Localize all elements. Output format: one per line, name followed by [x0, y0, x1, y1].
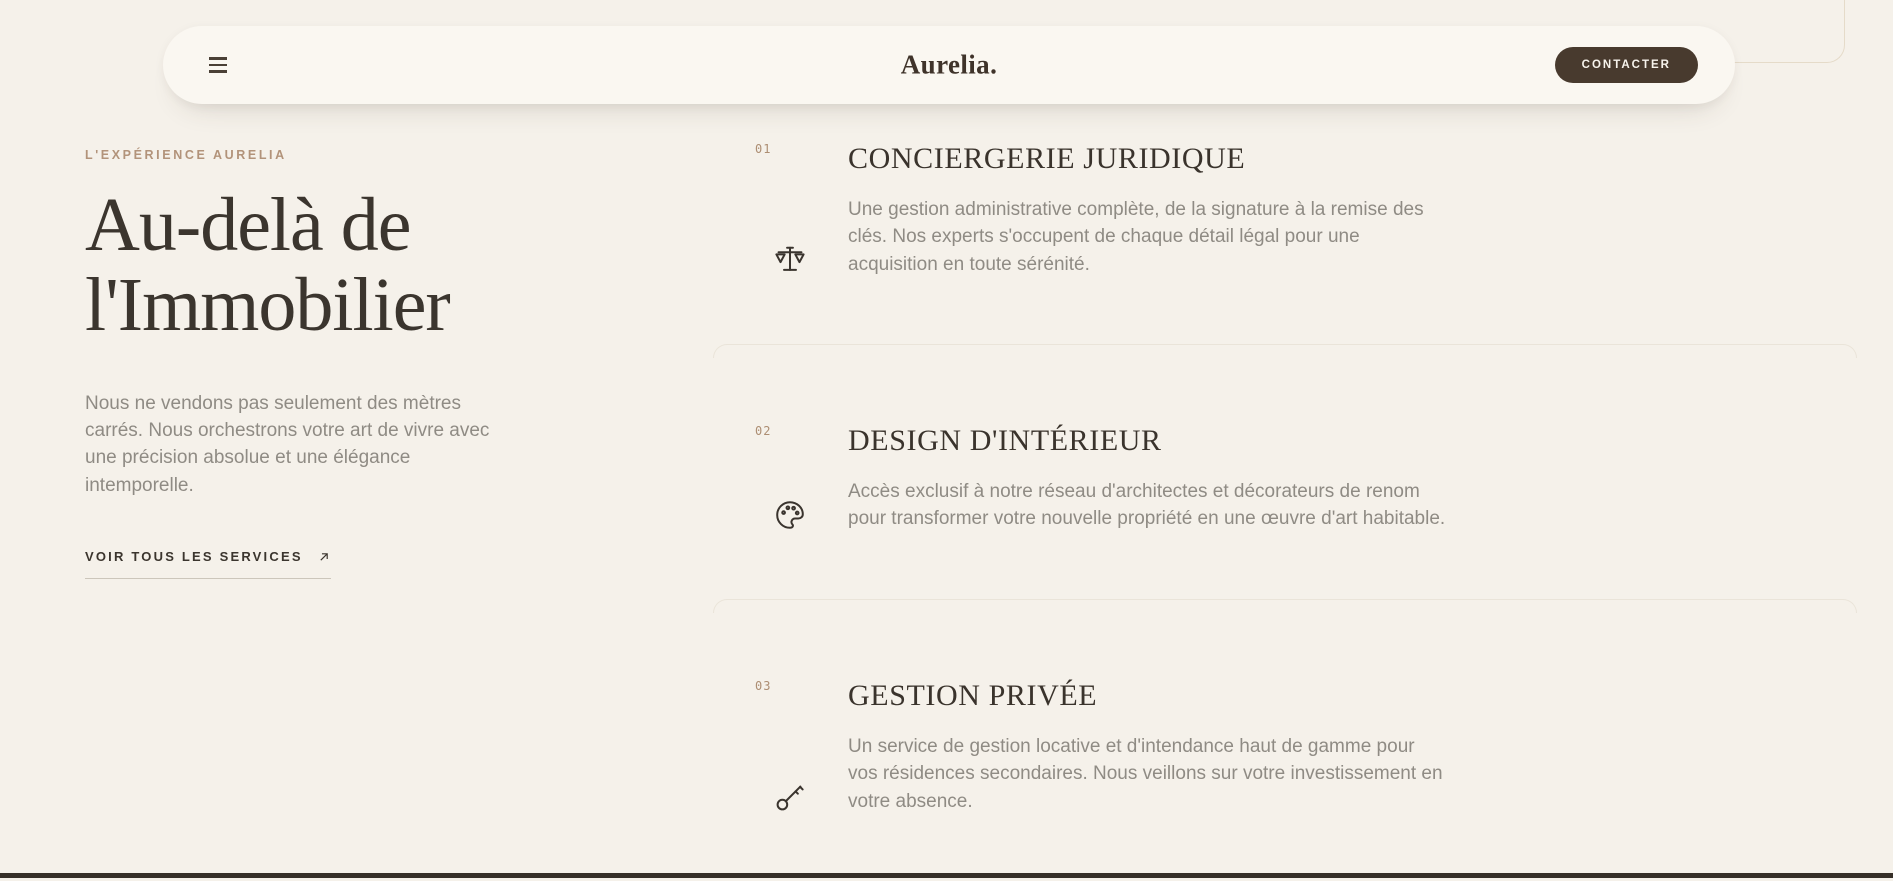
arrow-up-right-icon: [317, 550, 331, 564]
cta-label: VOIR TOUS LES SERVICES: [85, 549, 303, 565]
service-item: [713, 136, 1857, 344]
hamburger-icon: [209, 57, 227, 59]
service-number: 03: [755, 678, 772, 693]
view-all-services-link[interactable]: [85, 549, 331, 579]
service-divider: [713, 599, 1857, 613]
hamburger-menu-button[interactable]: [209, 54, 235, 76]
scales-icon: [774, 244, 806, 276]
service-title: DESIGN D'INTÉRIEUR: [848, 424, 1162, 458]
page-title: Au-delà de l'Immobilier: [85, 183, 450, 347]
services-list: [713, 136, 1857, 881]
hero-section: [85, 136, 625, 881]
section-eyebrow: L'EXPÉRIENCE AURELIA: [85, 148, 287, 162]
contact-button[interactable]: CONTACTER: [1555, 47, 1698, 83]
key-icon: [774, 781, 806, 813]
service-description: Une gestion administrative complète, de la signature à la remise des clés. Nos experts s'occupent de chaque détail légal pour une acquisition en toute sérénité.: [848, 199, 1424, 275]
hero-description: Nous ne vendons pas seulement des mètres carrés. Nous orchestrons votre art de vivre avec une précision absolue et une élégance intemporelle.: [85, 392, 490, 496]
next-section-edge: [0, 873, 1893, 878]
service-title: CONCIERGERIE JURIDIQUE: [848, 142, 1246, 175]
service-number: 01: [755, 142, 772, 156]
palette-icon: [774, 499, 806, 531]
service-divider: [713, 344, 1857, 358]
service-item: [713, 418, 1857, 599]
navbar: [163, 26, 1735, 104]
service-number: 02: [755, 424, 772, 439]
service-description: Un service de gestion locative et d'intendance haut de gamme pour vos résidences secondaires. Nous veillons sur votre investissement en votre absence.: [848, 735, 1443, 812]
service-description: Accès exclusif à notre réseau d'architectes et décorateurs de renom pour transformer votre nouvelle propriété en une œuvre d'art habitable.: [848, 481, 1446, 530]
brand-logo[interactable]: Aurelia.: [900, 49, 998, 80]
main-content: [0, 104, 1893, 881]
service-item: [713, 673, 1857, 881]
service-title: GESTION PRIVÉE: [848, 678, 1098, 712]
